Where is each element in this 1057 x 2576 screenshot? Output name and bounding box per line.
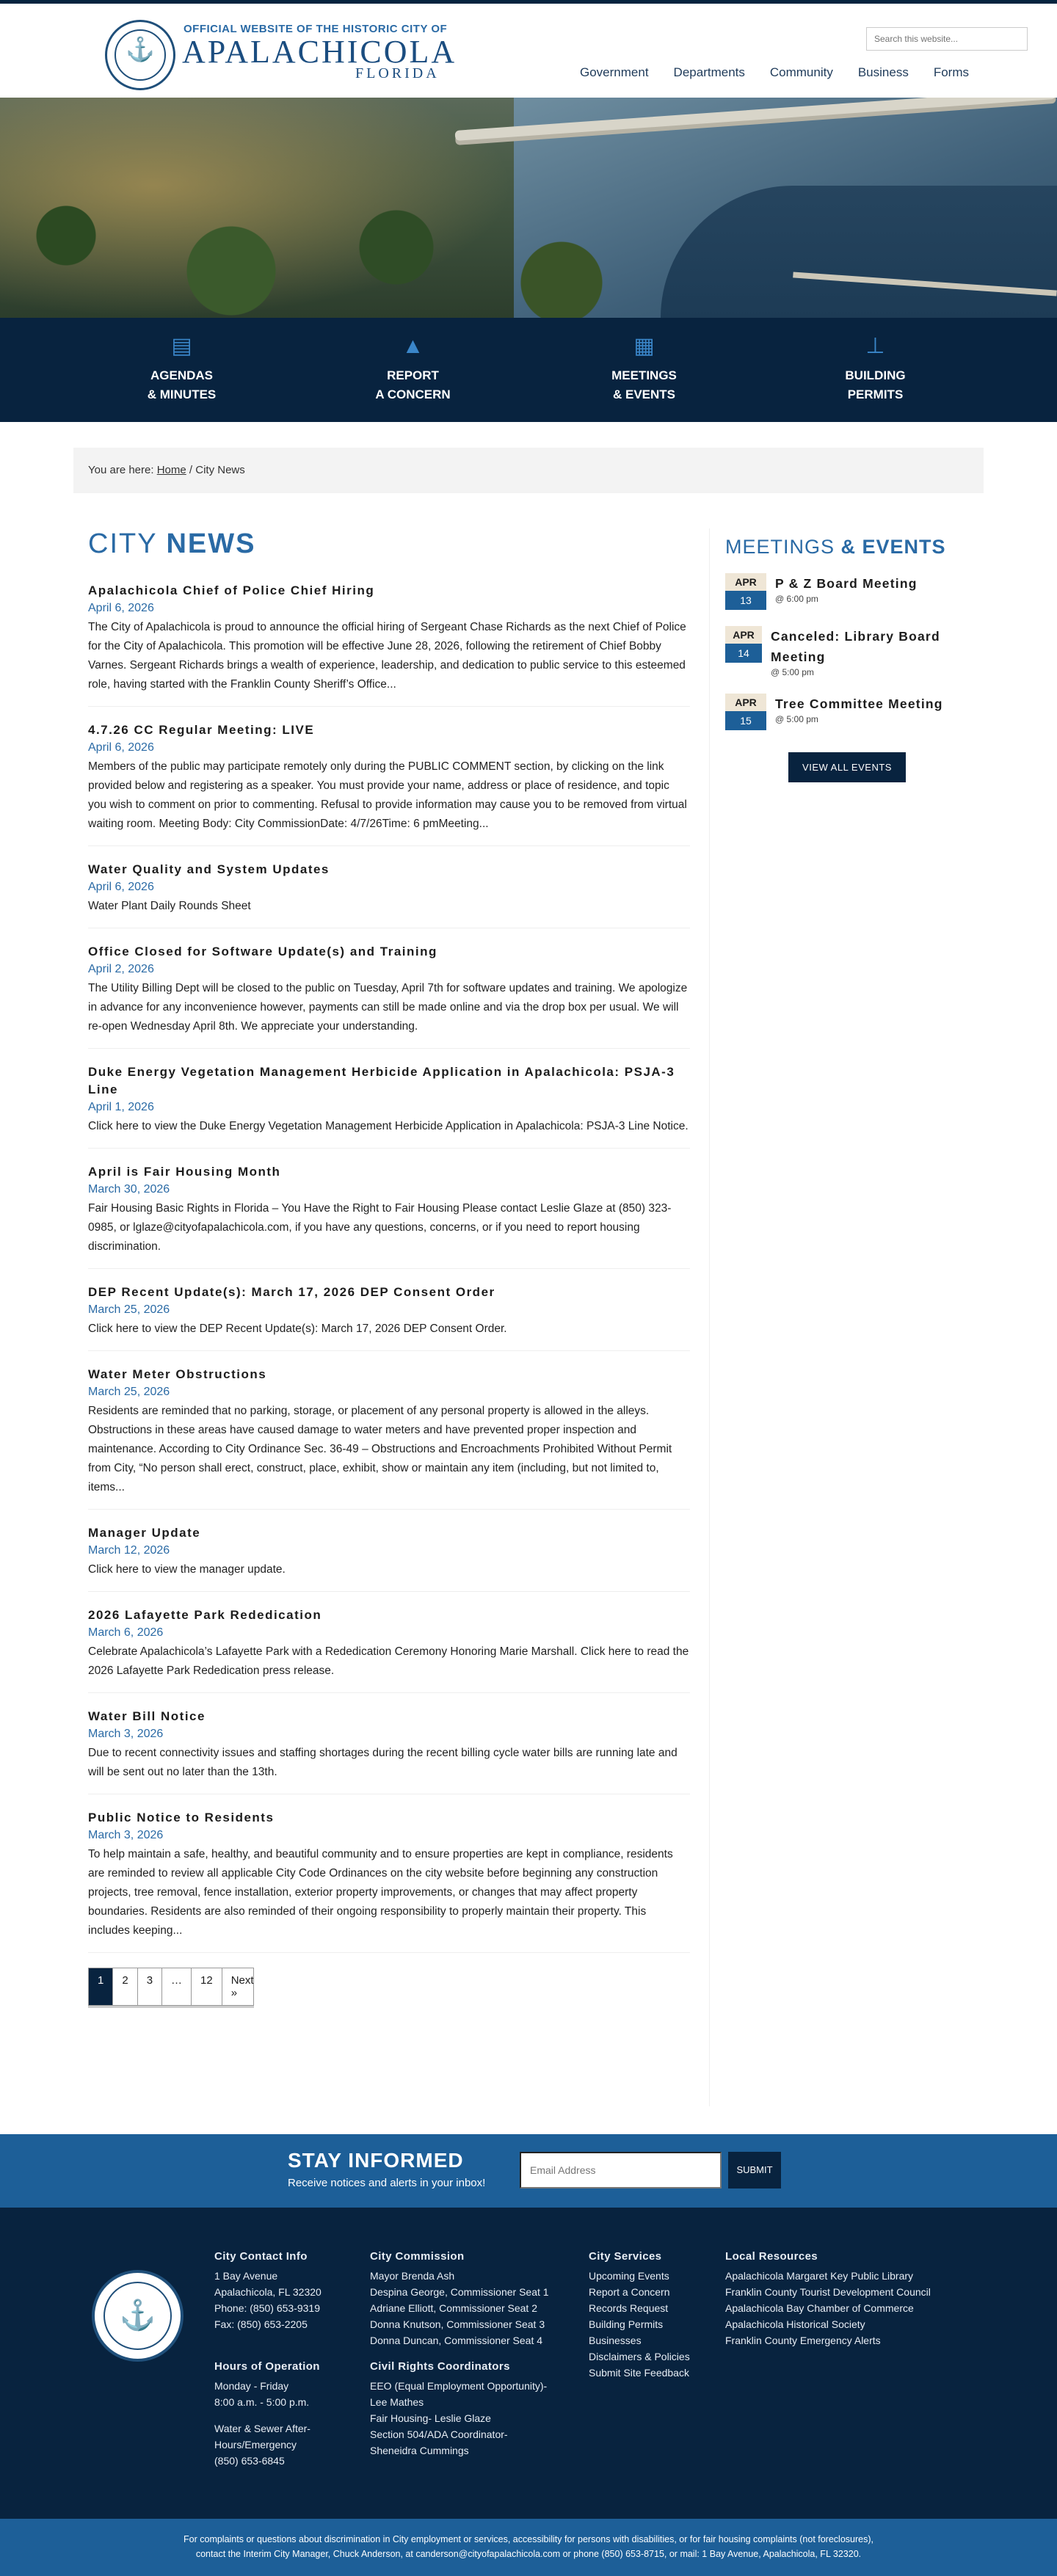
footer-commission-column [370, 2249, 549, 2459]
news-excerpt: Click here to view the manager update. [88, 1563, 286, 1576]
footer-text: 1 Bay Avenue [214, 2270, 278, 2282]
quick-links-bar [0, 318, 1057, 422]
news-item [88, 1284, 690, 1351]
quick-link-label: REPORT A CONCERN [375, 368, 451, 401]
event-date-badge [725, 573, 766, 610]
logo-tagline: OFFICIAL WEBSITE OF THE HISTORIC CITY OF [184, 23, 448, 35]
footer-text: Fax: (850) 653-2205 [214, 2318, 308, 2330]
news-title-link[interactable]: 2026 Lafayette Park Rededication [88, 1608, 322, 1622]
news-item [88, 1809, 690, 1953]
footer-link-library[interactable]: Apalachicola Margaret Key Public Library [725, 2270, 914, 2282]
news-excerpt: Fair Housing Basic Rights in Florida – You Have the Right to Fair Housing Please contact Leslie Glaze at (850) 323-0985, or lglaze@cityofapalachicola.com, if you have any questions, concerns, or if you need to report housing discrimination. [88, 1202, 672, 1253]
news-excerpt: Members of the public may participate remotely only during the PUBLIC COMMENT section, by clicking on the link provided below and registering as a speaker. You must provide your name, address or place of residence, and topic you wish to comment on prior to commenting. Refusal to provide information may cause you to be removed from virtual waiting room. Meeting Body: City CommissionDate: 4/7/26Time: 6 pmMeeting... [88, 760, 687, 830]
document-icon: ▤ [171, 334, 192, 358]
sidebar-divider [709, 528, 710, 2106]
event-time: @ 5:00 pm [770, 667, 814, 677]
footer-text: (850) 653-6845 [214, 2455, 285, 2467]
news-date: April 6, 2026 [88, 602, 154, 614]
news-item [88, 1607, 690, 1693]
pagination [88, 1968, 254, 2006]
footer-text: Adriane Elliott, Commissioner Seat 2 [370, 2302, 537, 2314]
footer-text: Donna Duncan, Commissioner Seat 4 [370, 2335, 543, 2346]
notice-line: For complaints or questions about discrimination in City employment or services, accessibility for persons with disabilities, or for fair housing complaints (not foreclosures), [184, 2534, 873, 2544]
news-title-link[interactable]: Duke Energy Vegetation Management Herbicide Application in Apalachicola: PSJA-3 Line [88, 1065, 675, 1096]
quick-link-agendas[interactable] [109, 318, 255, 422]
news-title-link[interactable]: April is Fair Housing Month [88, 1165, 281, 1179]
footer-text: Sheneidra Cummings [370, 2445, 469, 2456]
news-excerpt: Celebrate Apalachicola’s Lafayette Park with a Rededication Ceremony Honoring Marie Marshall. Click here to read the 2026 Lafayette Park Rededication press release. [88, 1645, 689, 1677]
news-item [88, 582, 690, 707]
footer-text: Water & Sewer After- [214, 2423, 310, 2434]
news-excerpt: Due to recent connectivity issues and staffing shortages during the recent billing cycle water bills are running late and will be sent out no later than the 13th. [88, 1747, 678, 1778]
footer-heading: Civil Rights Coordinators [370, 2360, 510, 2373]
newsletter-heading: STAY INFORMED [288, 2149, 464, 2172]
quick-link-meetings[interactable] [571, 318, 718, 422]
event-month: APR [725, 626, 762, 644]
news-item [88, 721, 690, 846]
page-title: CITY NEWS [88, 528, 256, 559]
city-seal-logo[interactable] [105, 20, 175, 90]
footer-link-report-concern[interactable]: Report a Concern [589, 2286, 670, 2298]
news-date: April 6, 2026 [88, 741, 154, 754]
footer-text: Apalachicola, FL 32320 [214, 2286, 322, 2298]
event-item[interactable] [725, 573, 975, 610]
events-sidebar [725, 536, 975, 782]
footer-text: Despina George, Commissioner Seat 1 [370, 2286, 549, 2298]
news-date: March 3, 2026 [88, 1728, 164, 1740]
event-title-link[interactable]: Tree Committee Meeting [775, 696, 943, 711]
site-header [0, 4, 1057, 98]
footer-heading: City Commission [370, 2250, 465, 2263]
news-item [88, 1163, 690, 1269]
news-excerpt: Residents are reminded that no parking, storage, or placement of any personal property is allowed in the alleys. Obstructions in these areas have caused damage to water meters and have prevented proper inspection and maintenance. According to City Ordinance Sec. 36-49 – Obstructions and Encroachments Prohibited Without Permit from City, “No person shall erect, construct, place, exhibit, show or maintain any item (including, but not limited to, items... [88, 1405, 672, 1493]
breadcrumb-current: City News [195, 464, 245, 476]
news-title-link[interactable]: Public Notice to Residents [88, 1811, 275, 1824]
site-footer [0, 2208, 1057, 2519]
quick-link-label: MEETINGS & EVENTS [611, 368, 677, 401]
newsletter-signup [0, 2134, 1057, 2208]
search-input[interactable] [866, 27, 1028, 51]
footer-text: Donna Knutson, Commissioner Seat 3 [370, 2318, 545, 2330]
footer-text: Mayor Brenda Ash [370, 2270, 455, 2282]
event-date-badge [725, 626, 762, 677]
footer-link-disclaimers[interactable]: Disclaimers & Policies [589, 2351, 690, 2362]
event-day: 14 [725, 644, 762, 663]
event-time: @ 5:00 pm [775, 714, 818, 724]
news-date: March 12, 2026 [88, 1544, 170, 1557]
news-excerpt: Click here to view the DEP Recent Update(s): March 17, 2026 DEP Consent Order. [88, 1322, 507, 1335]
page-ellipsis: … [162, 1968, 192, 2005]
anchor-icon: ⚓ [126, 36, 155, 62]
event-day: 15 [725, 711, 766, 730]
nav-government[interactable]: Government [580, 65, 649, 79]
footer-text: Fair Housing- Leslie Glaze [370, 2412, 491, 2424]
footer-link-historical-society[interactable]: Apalachicola Historical Society [725, 2318, 865, 2330]
event-title-link[interactable]: Canceled: Library Board Meeting [770, 629, 940, 664]
footer-text: Monday - Friday [214, 2380, 289, 2392]
view-all-events-button[interactable]: VIEW ALL EVENTS [788, 752, 906, 782]
news-item [88, 861, 690, 928]
footer-text: Hours/Emergency [214, 2439, 297, 2451]
news-title-link[interactable]: Water Bill Notice [88, 1709, 206, 1723]
event-month: APR [725, 573, 766, 591]
news-excerpt: Water Plant Daily Rounds Sheet [88, 900, 251, 912]
news-item [88, 1708, 690, 1794]
news-date: April 1, 2026 [88, 1101, 154, 1113]
notice-line: contact the Interim City Manager, Chuck Anderson, at canderson@cityofapalachicola.com or phone (850) 653-8715, or mail: 1 Bay Avenue, Apalachicola, FL 32320. [195, 2549, 862, 2559]
footer-link-upcoming-events[interactable]: Upcoming Events [589, 2270, 669, 2282]
logo-state: FLORIDA [355, 65, 440, 81]
news-excerpt: Click here to view the Duke Energy Vegetation Management Herbicide Application in Apalachicola: PSJA-3 Line Notice. [88, 1120, 689, 1132]
submit-button[interactable]: SUBMIT [728, 2152, 781, 2188]
footer-link-businesses[interactable]: Businesses [589, 2335, 642, 2346]
footer-link-records-request[interactable]: Records Request [589, 2302, 669, 2314]
quick-link-label: BUILDING PERMITS [845, 368, 906, 401]
footer-link-chamber[interactable]: Apalachicola Bay Chamber of Commerce [725, 2302, 914, 2314]
footer-link-building-permits[interactable]: Building Permits [589, 2318, 664, 2330]
news-excerpt: To help maintain a safe, healthy, and beautiful community and to ensure properties are kept in compliance, residents are reminded to review all applicable City Code Ordinances on the city website before beginning any construction projects, tree removal, fence installation, exterior property improvements, or changes that may affect property boundaries. Residents are also reminded of their ongoing responsibility to properly maintain their property. This includes keeping... [88, 1848, 673, 1937]
footer-link-site-feedback[interactable]: Submit Site Feedback [589, 2367, 689, 2379]
main-nav [580, 65, 969, 80]
quick-link-permits[interactable] [802, 318, 949, 422]
news-title-link[interactable]: DEP Recent Update(s): March 17, 2026 DEP Consent Order [88, 1285, 495, 1299]
event-day: 13 [725, 591, 766, 610]
news-date: April 6, 2026 [88, 881, 154, 893]
footer-link-tourist-council[interactable]: Franklin County Tourist Development Council [725, 2286, 931, 2298]
footer-resources-column [725, 2249, 931, 2348]
news-date: March 30, 2026 [88, 1183, 170, 1196]
news-item [88, 943, 690, 1049]
news-title-link[interactable]: Water Meter Obstructions [88, 1367, 267, 1381]
news-title-link[interactable]: Apalachicola Chief of Police Chief Hiring [88, 583, 375, 597]
events-heading: MEETINGS & EVENTS [725, 536, 946, 558]
breadcrumb [73, 448, 984, 493]
event-time: @ 6:00 pm [775, 594, 818, 604]
news-date: March 25, 2026 [88, 1386, 170, 1398]
footer-heading: City Services [589, 2250, 662, 2263]
news-item [88, 1063, 690, 1149]
page-3[interactable]: 3 [138, 1968, 162, 2005]
footer-text: Lee Mathes [370, 2396, 424, 2408]
news-excerpt: The City of Apalachicola is proud to announce the official hiring of Sergeant Chase Richards as the next Chief of Police for the City of Apalachicola. This promotion will be effective June 28, 2026, following the retirement of Chief Bobby Varnes. Sergeant Richards brings a wealth of experience, leadership, and dedication to public service to this esteemed role, having started with the Franklin County Sheriff’s Office... [88, 621, 686, 691]
event-date-badge [725, 694, 766, 730]
footer-link-emergency-alerts[interactable]: Franklin County Emergency Alerts [725, 2335, 881, 2346]
hero-aerial-image [0, 98, 1057, 318]
footer-heading: Local Resources [725, 2250, 818, 2263]
news-excerpt: The Utility Billing Dept will be closed to the public on Tuesday, April 7th for software updates and training. We apologize in advance for any inconvenience however, payments can still be made online and via the drop box per usual. We will re-open Wednesday April 8th. We appreciate your understanding. [88, 982, 688, 1033]
news-title-link[interactable]: Manager Update [88, 1526, 201, 1540]
nav-departments[interactable]: Departments [673, 65, 745, 79]
nav-community[interactable]: Community [769, 65, 833, 79]
newsletter-subtext: Receive notices and alerts in your inbox! [288, 2177, 486, 2189]
permit-stamp-icon: ⊥ [865, 334, 885, 358]
breadcrumb-separator: / [186, 464, 196, 476]
page-1[interactable]: 1 [89, 1968, 113, 2005]
quick-link-label: AGENDAS & MINUTES [147, 368, 217, 401]
event-item[interactable] [725, 694, 975, 730]
breadcrumb-home-link[interactable]: Home [156, 464, 186, 476]
breadcrumb-prefix: You are here: [88, 464, 154, 476]
footer-text: 8:00 a.m. - 5:00 p.m. [214, 2396, 310, 2408]
news-list [88, 528, 690, 2006]
email-field[interactable] [520, 2152, 722, 2188]
news-date: March 3, 2026 [88, 1829, 164, 1841]
footer-city-seal [92, 2270, 184, 2362]
event-month: APR [725, 694, 766, 711]
event-title-link[interactable]: P & Z Board Meeting [775, 576, 918, 591]
footer-text: EEO (Equal Employment Opportunity)- [370, 2380, 548, 2392]
logo-city-name[interactable]: APALACHICOLA [182, 34, 457, 70]
nondiscrimination-notice [0, 2519, 1057, 2576]
footer-heading: City Contact Info [214, 2250, 308, 2263]
news-title-link[interactable]: Office Closed for Software Update(s) and Training [88, 945, 437, 958]
warning-icon: ▲ [402, 334, 424, 358]
anchor-icon: ⚓ [119, 2299, 156, 2332]
news-title-link[interactable]: 4.7.26 CC Regular Meeting: LIVE [88, 723, 315, 737]
footer-services-column [589, 2249, 690, 2381]
quick-link-report-concern[interactable] [340, 318, 487, 422]
calendar-icon: ▦ [633, 334, 655, 358]
nav-business[interactable]: Business [857, 65, 909, 79]
footer-text: Phone: (850) 653-9319 [214, 2302, 320, 2314]
nav-forms[interactable]: Forms [933, 65, 969, 79]
news-date: March 6, 2026 [88, 1626, 164, 1639]
footer-contact-column [214, 2249, 322, 2469]
footer-text: Section 504/ADA Coordinator- [370, 2428, 508, 2440]
event-item[interactable] [725, 626, 975, 677]
news-date: March 25, 2026 [88, 1303, 170, 1316]
news-title-link[interactable]: Water Quality and System Updates [88, 862, 330, 876]
page-2[interactable]: 2 [113, 1968, 137, 2005]
footer-heading: Hours of Operation [214, 2360, 320, 2373]
next-page-link[interactable]: Next » [230, 1974, 254, 1999]
news-date: April 2, 2026 [88, 963, 154, 975]
page-12[interactable]: 12 [192, 1968, 222, 2005]
news-item [88, 1524, 690, 1592]
news-item [88, 1366, 690, 1510]
